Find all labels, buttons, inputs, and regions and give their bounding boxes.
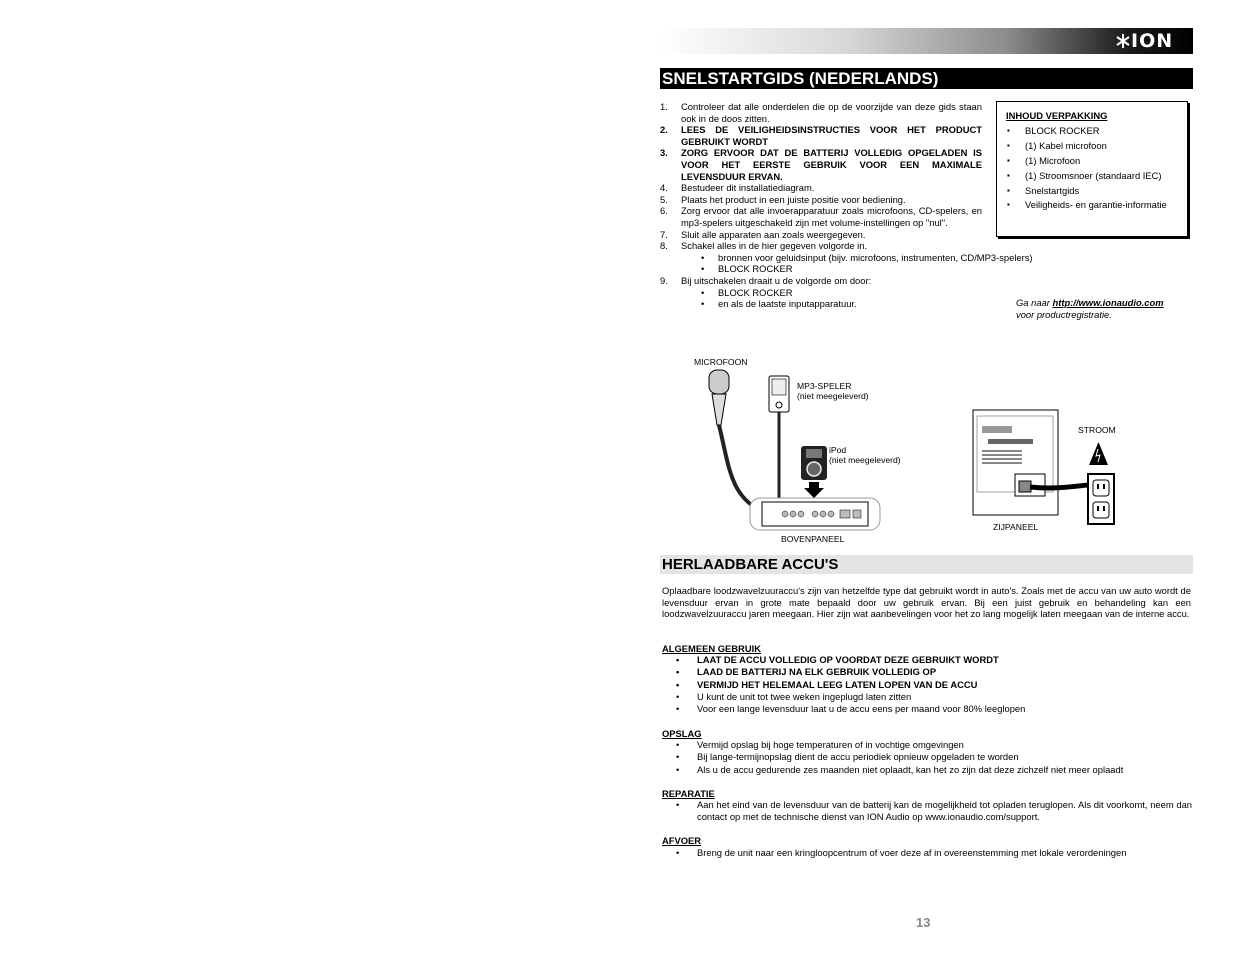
- step-item: [660, 275, 982, 310]
- logo-text: ION: [1131, 30, 1174, 52]
- step-item: [660, 182, 982, 194]
- step-number: 8.: [660, 240, 668, 252]
- step-subitem: • BLOCK ROCKER: [681, 287, 1101, 299]
- step-text: Zorg ervoor dat alle invoerapparatuur zoals microfoons, CD-spelers, en mp3-spelers uitgeschakeld zijn met volume-instellingen op "nul".: [681, 205, 982, 228]
- page-title: SNELSTARTGIDS (NEDERLANDS): [662, 69, 939, 88]
- list-item: • Bij lange-termijnopslag dient de accu periodiek opnieuw opgeladen te worden: [662, 751, 1192, 763]
- step-subitem: • en als de laatste inputapparatuur.: [681, 298, 1101, 310]
- step-number: 3.: [660, 147, 668, 159]
- list-reparatie: [662, 799, 1192, 823]
- registration-link[interactable]: http://www.ionaudio.com: [1052, 297, 1164, 308]
- step-text: Schakel alles in de hier gegeven volgorde in.: [681, 240, 868, 252]
- list-item: • VERMIJD HET HELEMAAL LEEG LATEN LOPEN VAN DE ACCU: [662, 679, 1192, 691]
- step-number: 1.: [660, 101, 668, 112]
- list-algemeen: [662, 654, 1192, 715]
- registration-prefix: Ga naar: [1016, 297, 1053, 308]
- package-contents-title: INHOUD VERPAKKING: [1006, 110, 1108, 121]
- label-microfoon: MICROFOON: [694, 357, 748, 367]
- registration-line: [1016, 297, 1164, 308]
- step-item: [660, 229, 982, 241]
- step-text: LEES DE VEILIGHEIDSINSTRUCTIES VOOR HET PRODUCT GEBRUIKT WORDT: [681, 124, 982, 147]
- label-mp3-speler: MP3-SPELER: [797, 381, 852, 391]
- step-item: [660, 101, 982, 124]
- mp3-player-icon: [769, 376, 789, 412]
- step-text: Controleer dat alle onderdelen die op de voorzijde van deze gids staan ook in de doos zitten.: [681, 101, 982, 124]
- ipod-icon: [801, 446, 827, 480]
- step-item: [660, 240, 1033, 275]
- package-contents-list: [1006, 125, 1176, 214]
- step-number: 7.: [660, 228, 668, 240]
- step-number: 2.: [660, 124, 668, 136]
- heading-opslag: OPSLAG: [662, 728, 702, 739]
- step-item: [660, 147, 982, 182]
- label-bovenpaneel: BOVENPANEEL: [781, 534, 845, 544]
- package-item: ▪ (1) Microfoon: [1006, 155, 1176, 167]
- header-gradient-bar: [660, 28, 1193, 54]
- ion-star-icon: [1115, 33, 1131, 49]
- heading-reparatie: REPARATIE: [662, 788, 715, 799]
- side-panel-illustration: [973, 410, 1058, 515]
- label-zijpaneel: ZIJPANEEL: [993, 522, 1039, 532]
- list-item: • Als u de accu gedurende zes maanden niet oplaadt, kan het zo zijn dat deze zichzelf niet meer oplaadt: [662, 764, 1192, 776]
- list-item: • Breng de unit naar een kringloopcentrum of voer deze af in overeenstemming met lokale verordeningen: [662, 847, 1192, 859]
- label-mp3-not-included: (niet meegeleverd): [797, 391, 869, 401]
- step-number: 9.: [660, 274, 668, 286]
- list-item: • Voor een lange levensduur laat u de accu eens per maand voor 80% leeglopen: [662, 703, 1192, 715]
- list-opslag: [662, 739, 1192, 776]
- heading-afvoer: AFVOER: [662, 835, 702, 846]
- section-title: HERLAADBARE ACCU'S: [662, 556, 839, 573]
- package-item: ▪ BLOCK ROCKER: [1006, 125, 1176, 137]
- package-item: ▪ (1) Kabel microfoon: [1006, 140, 1176, 152]
- registration-suffix: voor productregistratie.: [1016, 309, 1112, 320]
- step-text: ZORG ERVOOR DAT DE BATTERIJ VOLLEDIG OPGELADEN IS VOOR HET EERSTE GEBRUIK VOOR EEN MAXIMALE LEVENSDUUR ERVAN.: [681, 147, 982, 182]
- ion-logo: [1115, 30, 1193, 52]
- step-item: [660, 194, 982, 206]
- package-item: ▪ Snelstartgids: [1006, 185, 1176, 197]
- label-ipod: iPod: [829, 445, 847, 455]
- label-ipod-not-included: (niet meegeleverd): [829, 455, 901, 465]
- step-item: [660, 205, 982, 228]
- list-item: • U kunt de unit tot twee weken ingeplugd laten zitten: [662, 691, 1192, 703]
- connection-diagram: [690, 350, 1130, 550]
- heading-algemeen: ALGEMEEN GEBRUIK: [662, 643, 761, 654]
- list-item: • LAAT DE ACCU VOLLEDIG OP VOORDAT DEZE GEBRUIKT WORDT: [662, 654, 1192, 666]
- list-item: • LAAD DE BATTERIJ NA ELK GEBRUIK VOLLEDIG OP: [662, 666, 1192, 678]
- step-text: Plaats het product in een juiste positie voor bediening.: [681, 193, 906, 205]
- step-item: [660, 124, 982, 147]
- label-stroom: STROOM: [1078, 425, 1116, 435]
- list-item: • Vermijd opslag bij hoge temperaturen of in vochtige omgevingen: [662, 739, 1192, 751]
- package-item: ▪ (1) Stroomsnoer (standaard IEC): [1006, 170, 1176, 182]
- step-number: 5.: [660, 193, 668, 205]
- list-item: • Aan het eind van de levensduur van de batterij kan de mogelijkheid tot opladen teruglopen. Als dit voorkomt, neem dan contact op met de technische dienst van ION Audio op www.ionaudio.com/support.: [662, 799, 1192, 823]
- step-text: Bestudeer dit installatiediagram.: [681, 182, 815, 194]
- setup-steps: [660, 101, 1033, 310]
- power-outlet-icon: [1088, 474, 1114, 524]
- top-panel-illustration: [750, 498, 880, 530]
- page-number: 13: [916, 915, 931, 930]
- step-sublist: [681, 252, 1101, 275]
- arrow-down-icon: [804, 482, 824, 498]
- step-subitem: • BLOCK ROCKER: [681, 263, 1101, 275]
- accu-intro: Oplaadbare loodzwavelzuuraccu's zijn van hetzelfde type dat gebruikt wordt in auto's. Zoals met de accu van uw auto wordt de levensduur ervan in grote mate bepaald door uw gebruik ervan. Bij een juist gebruik en behandeling kan een loodzwavelzuuraccu jaren meegaan. Hier zijn wat aanbevelingen voor het zo lang mogelijk laten meegaan van de interne accu.: [662, 585, 1191, 620]
- list-afvoer: [662, 847, 1192, 859]
- package-item: ▪ Veiligheids- en garantie-informatie: [1006, 199, 1176, 211]
- step-number: 4.: [660, 182, 668, 194]
- step-number: 6.: [660, 205, 668, 217]
- step-text: Sluit alle apparaten aan zoals weergegeven.: [681, 228, 866, 240]
- step-text: Bij uitschakelen draait u de volgorde om door:: [681, 274, 872, 286]
- step-subitem: • bronnen voor geluidsinput (bijv. microfoons, instrumenten, CD/MP3-spelers): [681, 252, 1101, 264]
- microphone-icon: [709, 370, 729, 425]
